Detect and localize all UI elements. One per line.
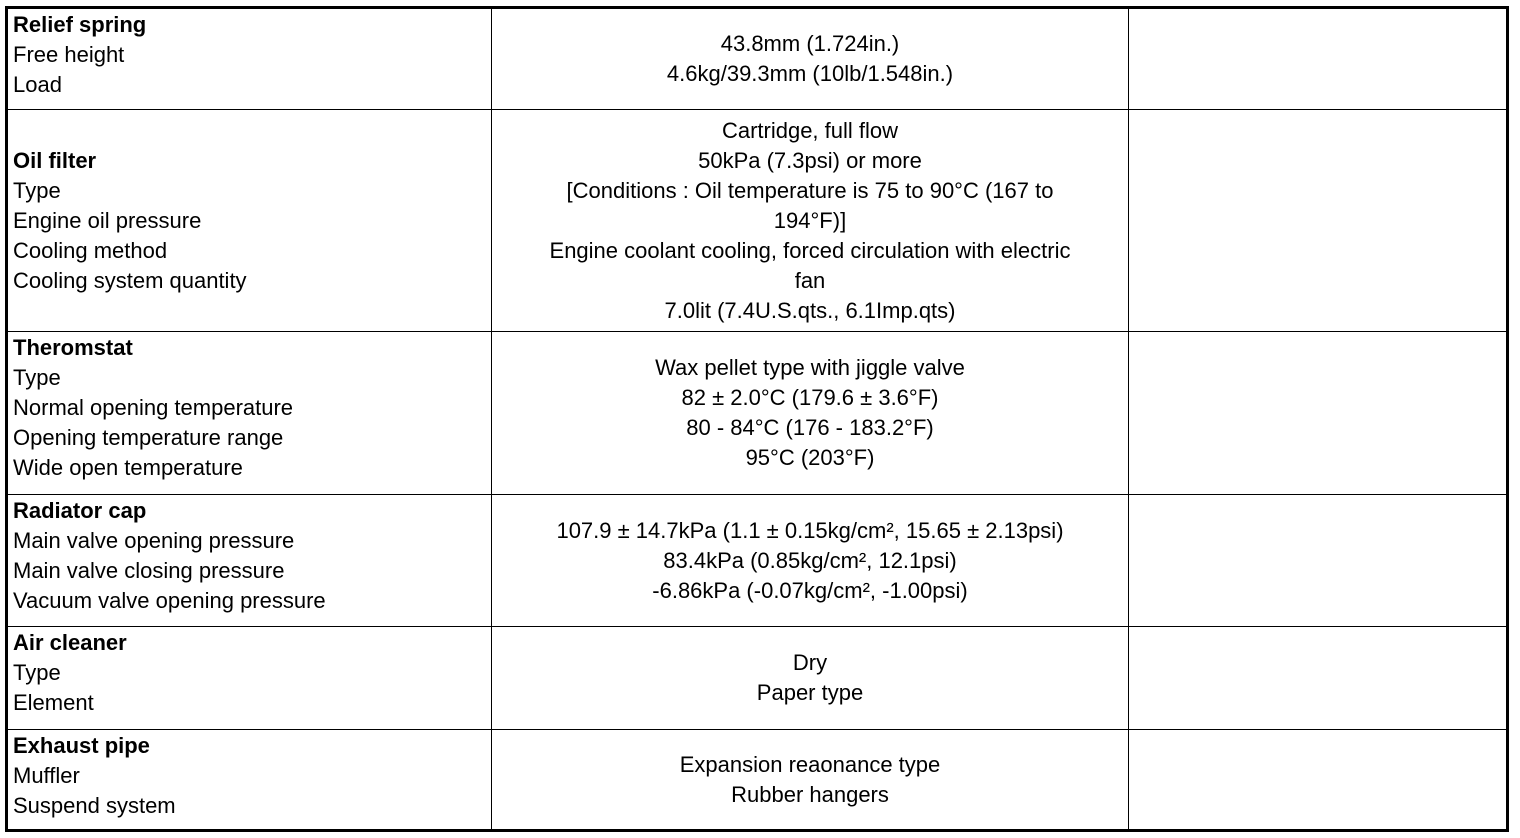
spec-label-cell [7,730,492,831]
item-label: Muffler [13,763,80,788]
spec-value: Expansion reaonance type Rubber hangers [679,751,941,807]
spec-label-cell [7,110,492,332]
spec-value-cell [492,495,1129,627]
spec-row-air-cleaner [7,627,1508,730]
spec-note-cell [1129,495,1508,627]
item-label: Cooling system quantity [13,268,247,293]
item-label: Type [13,365,61,390]
item-label: Engine oil pressure [13,208,202,233]
spec-label-cell [7,627,492,730]
section-header: Radiator cap [13,498,147,523]
item-label: Element [13,690,94,715]
spec-value: 107.9 ± 14.7kPa (1.1 ± 0.15kg/cm², 15.65 ± 2.13psi) 83.4kPa (0.85kg/cm², 12.1psi) -6.86kPa (-0.07kg/cm², -1.00psi) [556,517,1064,603]
spec-value-cell [492,110,1129,332]
spec-note-cell [1129,110,1508,332]
item-label: Wide open temperature [13,455,243,480]
section-header: Relief spring [13,12,147,37]
section-header: Oil filter [13,148,97,173]
spec-value: Dry Paper type [756,650,864,705]
spec-value-cell [492,627,1129,730]
spec-row-exhaust-pipe [7,730,1508,831]
section-header: Air cleaner [13,630,127,655]
spec-value: 43.8mm (1.724in.) 4.6kg/39.3mm (10lb/1.548in.) [666,31,954,86]
spec-value: Wax pellet type with jiggle valve 82 ± 2.0°C (179.6 ± 3.6°F) 80 - 84°C (176 - 183.2°F) 95°C (203°F) [655,355,965,470]
specification-table [5,6,1509,832]
item-label: Vacuum valve opening pressure [13,588,326,613]
spec-value-cell [492,730,1129,831]
item-label: Suspend system [13,793,176,818]
spec-value-cell [492,332,1129,495]
spec-row-thermostat [7,332,1508,495]
spec-row-relief-spring [7,8,1508,110]
spec-value-cell [492,8,1129,110]
item-label: Main valve closing pressure [13,558,285,583]
spec-note-cell [1129,627,1508,730]
item-label: Type [13,178,61,203]
spec-label-cell [7,332,492,495]
spec-label-cell [7,495,492,627]
item-label: Cooling method [13,238,168,263]
item-label: Main valve opening pressure [13,528,295,553]
spec-label-cell [7,8,492,110]
item-label: Type [13,660,61,685]
spec-note-cell [1129,8,1508,110]
spec-note-cell [1129,332,1508,495]
spec-value: Cartridge, full flow 50kPa (7.3psi) or more [Conditions : Oil temperature is 75 to 90°C (167 to 194°F)] Engine coolant cooling, forced circulation with electric fan 7.0lit (7.4U.S.qts., 6.1Imp.qts) [549,117,1071,323]
item-label: Normal opening temperature [13,395,294,420]
spec-row-radiator-cap [7,495,1508,627]
item-label: Opening temperature range [13,425,284,450]
spec-row-oil-filter [7,110,1508,332]
item-label: Free height [13,42,125,67]
item-label: Load [13,72,62,97]
section-header: Theromstat [13,335,133,360]
section-header: Exhaust pipe [13,733,150,758]
spec-note-cell [1129,730,1508,831]
